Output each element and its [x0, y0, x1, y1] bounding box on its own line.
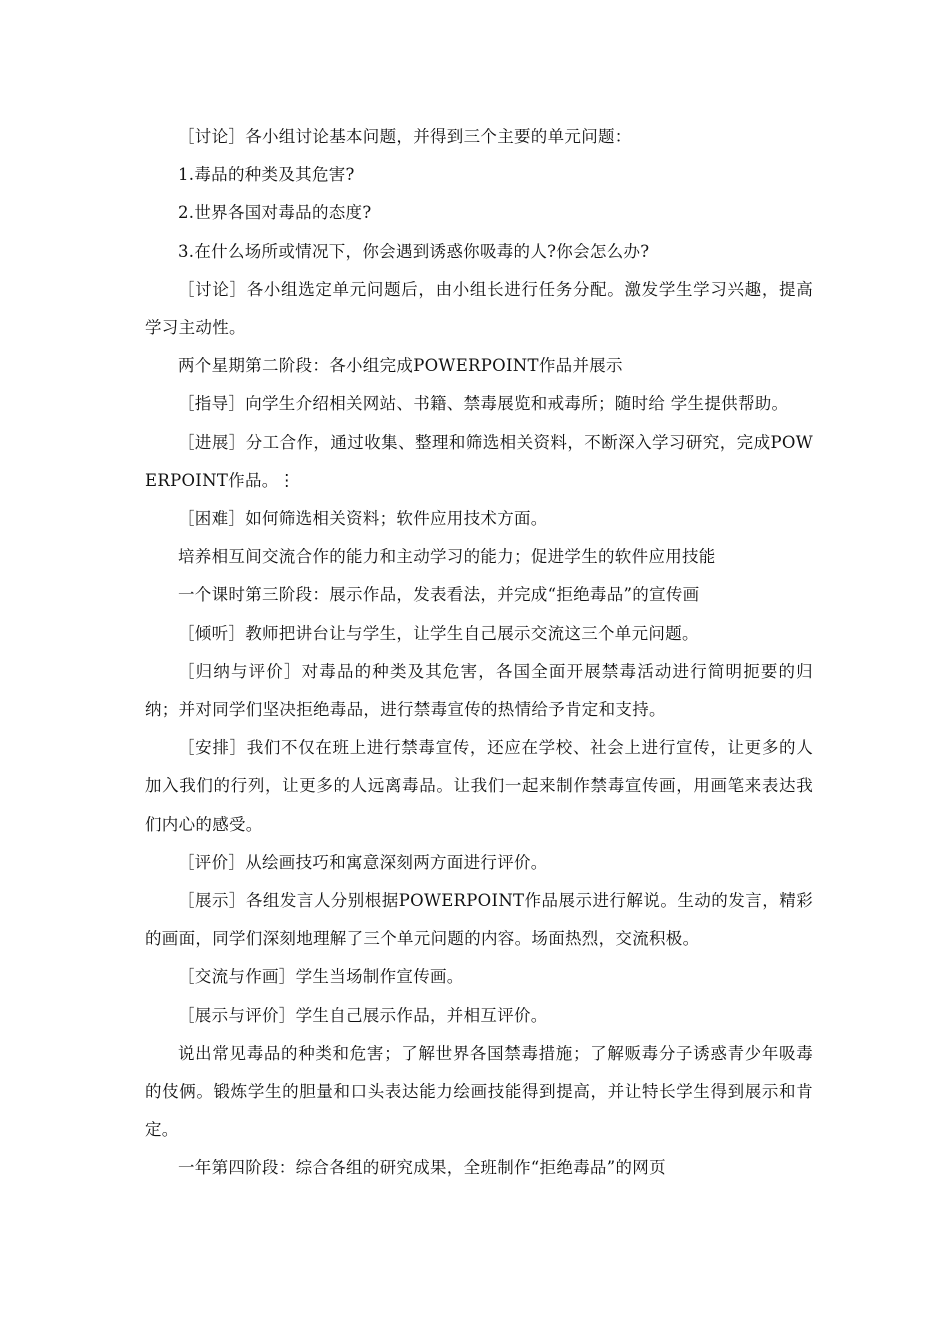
paragraph-difficulty: ［困难］如何筛选相关资料；软件应用技术方面。	[178, 509, 548, 529]
paragraph-listening: ［倾听］教师把讲台让与学生，让学生自己展示交流这三个单元问题。	[178, 623, 699, 643]
paragraph-discussion-task: ［讨论］各小组选定单元问题后，由小组长进行任务分配。激发学生学习兴趣，提高学习主动性。	[145, 279, 813, 338]
paragraph-progress: ［进展］分工合作，通过收集、整理和筛选相关资料，不断深入学习研究，完成POWERPOINT作品。⋮	[145, 432, 813, 490]
paragraph-ability-goal: 培养相互间交流合作的能力和主动学习的能力；促进学生的软件应用技能	[178, 547, 716, 567]
paragraph-arrangement: ［安排］我们不仅在班上进行禁毒宣传，还应在学校、社会上进行宣传，让更多的人加入我们的行列，让更多的人远离毒品。让我们一起来制作禁毒宣传画，用画笔来表达我们内心的感受。	[145, 738, 813, 834]
paragraph-outcomes: 说出常见毒品的种类和危害；了解世界各国禁毒措施；了解贩毒分子诱惑青少年吸毒的伎俩。锻炼学生的胆量和口头表达能力绘画技能得到提高，并让特长学生得到展示和肯定。	[145, 1043, 813, 1140]
paragraph-stage-2-heading: 两个星期第二阶段：各小组完成POWERPOINT作品并展示	[178, 356, 623, 376]
paragraph-stage-4-heading: 一年第四阶段：综合各组的研究成果，全班制作“拒绝毒品”的网页	[178, 1158, 666, 1178]
paragraph-summary-evaluation: ［归纳与评价］对毒品的种类及其危害，各国全面开展禁毒活动进行简明扼要的归纳；并对同学们坚决拒绝毒品，进行禁毒宣传的热情给予肯定和支持。	[145, 661, 813, 720]
paragraph-question-3: 3.在什么场所或情况下，你会遇到诱惑你吸毒的人?你会怎么办?	[178, 241, 650, 261]
paragraph-presentation: ［展示］各组发言人分别根据POWERPOINT作品展示进行解说。生动的发言，精彩的画面，同学们深刻地理解了三个单元问题的内容。场面热烈，交流积极。	[145, 891, 813, 949]
paragraph-evaluation: ［评价］从绘画技巧和寓意深刻两方面进行评价。	[178, 852, 548, 872]
paragraph-drawing: ［交流与作画］学生当场制作宣传画。	[178, 967, 464, 987]
paragraph-question-1: 1.毒品的种类及其危害?	[178, 165, 355, 185]
paragraph-question-2: 2.世界各国对毒品的态度?	[178, 203, 372, 223]
paragraph-show-evaluate: ［展示与评价］学生自己展示作品，并相互评价。	[178, 1005, 548, 1025]
document-body	[145, 118, 813, 1188]
paragraph-stage-3-heading: 一个课时第三阶段：展示作品，发表看法，并完成“拒绝毒品”的宣传画	[178, 585, 700, 605]
paragraph-guidance: ［指导］向学生介绍相关网站、书籍、禁毒展览和戒毒所；随时给 学生提供帮助。	[178, 394, 789, 414]
paragraph-discussion-basic: ［讨论］各小组讨论基本问题，并得到三个主要的单元问题：	[178, 127, 632, 146]
